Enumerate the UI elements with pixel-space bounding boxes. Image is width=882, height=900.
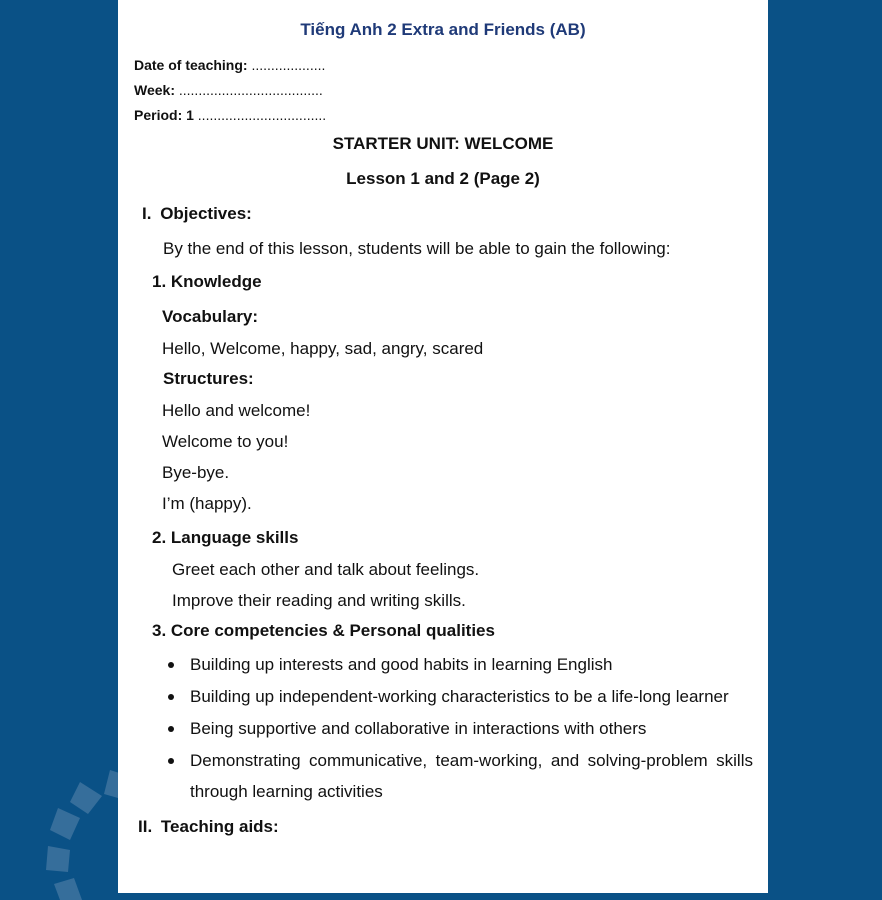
period-label: Period: 1 <box>134 107 194 123</box>
date-of-teaching-row <box>134 57 325 73</box>
objectives-intro: By the end of this lesson, students will be able to gain the following: <box>163 239 671 258</box>
bullet-icon <box>168 758 174 764</box>
section-number: I. <box>142 204 152 223</box>
bullet-text: Building up interests and good habits in learning English <box>190 655 613 674</box>
week-row <box>134 82 323 98</box>
period-row <box>134 107 326 123</box>
date-label: Date of teaching: <box>134 57 248 73</box>
bullet-text: Building up independent-working characteristics to be a life-long learner <box>190 687 729 706</box>
week-blank: ..................................... <box>178 82 323 98</box>
week-label: Week: <box>134 82 175 98</box>
bullet-icon <box>168 662 174 668</box>
skill-item: Improve their reading and writing skills. <box>172 591 466 610</box>
structure-item: Welcome to you! <box>162 432 289 451</box>
lesson-heading: Lesson 1 and 2 (Page 2) <box>346 169 540 188</box>
section-number: II. <box>138 817 153 836</box>
bullet-text: Being supportive and collaborative in interactions with others <box>190 719 647 738</box>
structure-item: I’m (happy). <box>162 494 252 513</box>
section-teaching-aids-heading <box>138 817 279 837</box>
skill-item: Greet each other and talk about feelings. <box>172 560 480 579</box>
bullet-continuation: through learning activities <box>190 782 383 801</box>
vocabulary-text: Hello, Welcome, happy, sad, angry, scared <box>162 339 484 358</box>
vocabulary-label: Vocabulary: <box>162 307 259 326</box>
period-blank: ................................. <box>197 107 327 123</box>
bullet-text: Demonstrating communicative, team-working, and solving-problem skills <box>190 751 753 770</box>
document-page <box>118 0 768 893</box>
bullet-icon <box>168 726 174 732</box>
structure-item: Hello and welcome! <box>162 401 311 420</box>
section-title: Teaching aids: <box>160 817 279 836</box>
section-title: Objectives: <box>160 204 252 223</box>
unit-heading: STARTER UNIT: WELCOME <box>332 134 554 153</box>
bullet-icon <box>168 694 174 700</box>
structure-item: Bye-bye. <box>162 463 230 482</box>
structures-label: Structures: <box>163 369 254 388</box>
core-competencies-heading: 3. Core competencies & Personal qualities <box>152 621 495 640</box>
section-objectives-heading <box>142 204 252 224</box>
language-skills-heading: 2. Language skills <box>152 528 299 547</box>
document-title: Tiếng Anh 2 Extra and Friends (AB) <box>300 20 586 39</box>
knowledge-heading: 1. Knowledge <box>152 272 262 291</box>
date-blank: ................... <box>251 57 326 73</box>
